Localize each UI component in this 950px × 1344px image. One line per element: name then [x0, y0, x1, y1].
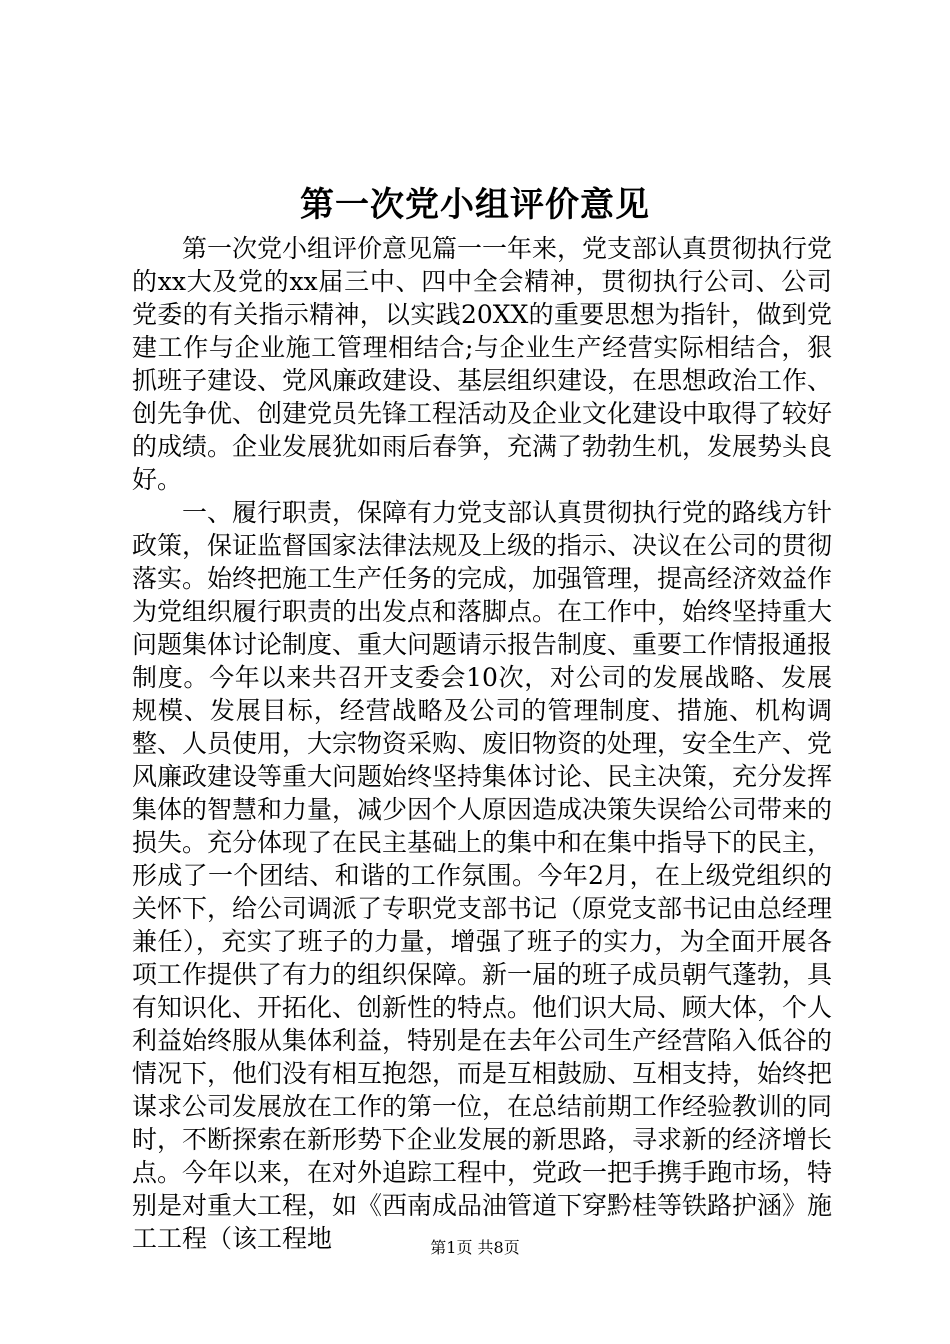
document-body: [132, 232, 832, 1255]
paragraph-intro: 第一次党小组评价意见篇一一年来，党支部认真贯彻执行党的xx大及党的xx届三中、四中全会精神，贯彻执行公司、公司党委的有关指示精神，以实践20XX的重要思想为指针，做到党建工作与企业施工管理相结合;与企业生产经营实际相结合，狠抓班子建设、党风廉政建设、基层组织建设，在思想政治工作、创先争优、创建党员先锋工程活动及企业文化建设中取得了较好的成绩。企业发展犹如雨后春笋，充满了勃勃生机，发展势头良好。: [132, 234, 833, 494]
page-footer: 第1页 共8页: [430, 1238, 520, 1257]
document-title: 第一次党小组评价意见: [300, 185, 650, 225]
paragraph-section-one: 一、履行职责，保障有力党支部认真贯彻执行党的路线方针政策，保证监督国家法律法规及上级的指示、决议在公司的贯彻落实。始终把施工生产任务的完成，加强管理，提高经济效益作为党组织履行职责的出发点和落脚点。在工作中，始终坚持重大问题集体讨论制度、重大问题请示报告制度、重要工作情报通报制度。今年以来共召开支委会10次，对公司的发展战略、发展规模、发展目标，经营战略及公司的管理制度、措施、机构调整、人员使用，大宗物资采购、废旧物资的处理，安全生产、党风廉政建设等重大问题始终坚持集体讨论、民主决策，充分发挥集体的智慧和力量，减少因个人原因造成决策失误给公司带来的损失。充分体现了在民主基础上的集中和在集中指导下的民主，形成了一个团结、和谐的工作氛围。今年2月，在上级党组织的关怀下，给公司调派了专职党支部书记（原党支部书记由总经理兼任），充实了班子的力量，增强了班子的实力，为全面开展各项工作提供了有力的组织保障。新一届的班子成员朝气蓬勃，具有知识化、开拓化、创新性的特点。他们识大局、顾大体，个人利益始终服从集体利益，特别是在去年公司生产经营陷入低谷的情况下，他们没有相互抱怨，而是互相鼓励、互相支持，始终把谋求公司发展放在工作的第一位，在总结前期工作经验教训的同时，不断探索在新形势下企业发展的新思路，寻求新的经济增长点。今年以来，在对外追踪工程中，党政一把手携手跑市场，特别是对重大工程，如《西南成品油管道下穿黔桂等铁路护涵》施工工程（该工程地: [132, 498, 833, 1253]
